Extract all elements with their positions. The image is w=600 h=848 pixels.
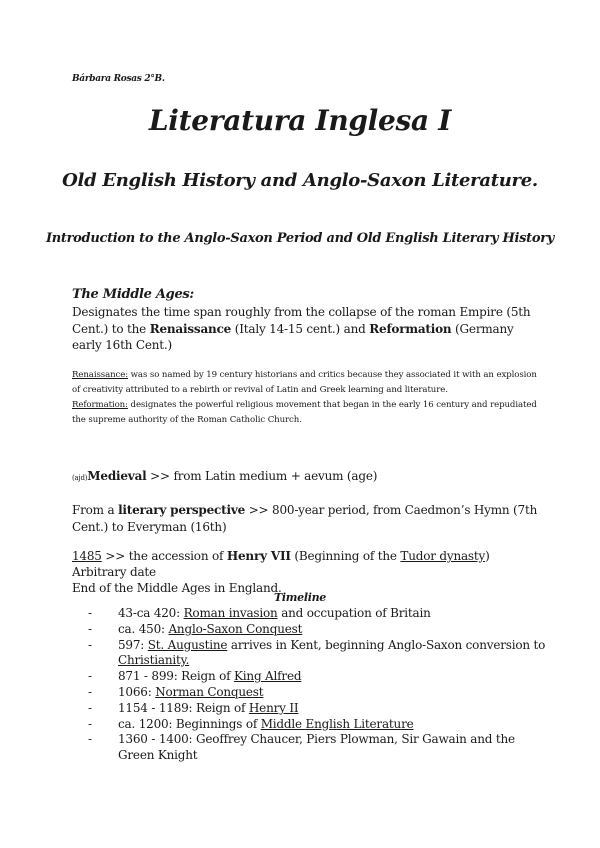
text-segment: and occupation of Britain: [277, 606, 431, 620]
timeline-item-text: [118, 669, 301, 683]
text-segment: designates the powerful religious movement that began in the early 16 century and repudiated the supreme authority of the Roman Catholic Church.: [72, 400, 537, 425]
bullet-dash: -: [88, 637, 92, 652]
timeline-item-text: [118, 717, 414, 731]
text-segment: 1154 - 1189: Reign of: [118, 700, 249, 715]
underlined-term: Reformation:: [72, 400, 128, 410]
underlined-term: King Alfred: [234, 669, 302, 684]
literary-perspective-line: [72, 502, 540, 535]
document-title: Literatura Inglesa I: [148, 104, 452, 137]
text-segment: 43-ca 420:: [118, 606, 184, 620]
reformation-note: [72, 398, 540, 428]
bold-term: Reformation: [369, 321, 452, 336]
text-segment: was so named by 19 century historians and critics because they associated it with an explosion of creativity attributed to a rebirth or revival of Latin and Greek learning and literature.: [72, 370, 537, 395]
timeline-item-text: [118, 638, 545, 668]
text-segment: ca. 450:: [118, 621, 169, 636]
middle-ages-heading: The Middle Ages:: [72, 287, 194, 302]
henry-vii-line: [72, 548, 540, 565]
end-middle-ages-line: End of the Middle Ages in England.: [72, 581, 282, 595]
text-segment: 1360 - 1400: Geoffrey Chaucer, Piers Plowman, Sir Gawain and the Green Knight: [118, 732, 515, 763]
text-segment: (Germany early 16th Cent.): [72, 321, 514, 352]
timeline-heading: Timeline: [274, 591, 326, 604]
underlined-term: Anglo-Saxon Conquest: [168, 621, 303, 636]
renaissance-note: [72, 368, 540, 398]
text-segment: (Italy 14-15 cent.) and: [231, 321, 370, 336]
text-segment: 871 - 899: Reign of: [118, 669, 235, 684]
text-segment: (ajd): [72, 474, 88, 482]
underlined-term: Norman Conquest: [155, 684, 264, 699]
middle-ages-paragraph: [72, 304, 540, 354]
timeline-item: [88, 685, 550, 701]
author-line: Bárbara Rosas 2°B.: [72, 74, 165, 84]
timeline-item: [88, 606, 550, 622]
bullet-dash: -: [88, 700, 92, 715]
text-segment: arrives in Kent, beginning Anglo-Saxon conversion to: [227, 637, 546, 652]
bullet-dash: -: [88, 716, 92, 731]
underlined-term: Tudor dynasty: [400, 549, 486, 563]
text-segment: Designates the time span roughly from the collapse of the roman Empire (5th Cent.) to the: [72, 305, 531, 336]
bold-term: literary perspective: [118, 503, 246, 517]
bold-term: Henry VII: [226, 549, 291, 563]
medieval-line: [72, 468, 540, 487]
bullet-dash: -: [88, 606, 92, 620]
timeline-item: [88, 717, 550, 733]
timeline-item: [88, 638, 550, 670]
timeline-item-text: [118, 606, 431, 620]
text-segment: ca. 1200: Beginnings of: [118, 716, 261, 731]
arbitrary-date-line: Arbitrary date: [72, 565, 156, 579]
timeline-item-text: [118, 685, 263, 699]
text-segment: >> 800-year period, from Caedmon’s Hymn (7th Cent.) to Everyman (16th): [72, 503, 538, 534]
timeline-item: [88, 669, 550, 685]
text-segment: ): [485, 549, 490, 563]
text-segment: From a: [72, 503, 119, 517]
timeline-item-text: [118, 732, 515, 762]
underlined-term: Middle English Literature: [260, 716, 414, 731]
bullet-dash: -: [88, 669, 92, 684]
timeline-item: [88, 701, 550, 717]
text-segment: 597:: [118, 637, 148, 652]
timeline-item: [88, 732, 550, 764]
text-segment: >> from Latin medium + aevum (age): [146, 469, 378, 483]
timeline-item-text: [118, 622, 302, 636]
timeline-item-text: [118, 701, 298, 715]
bullet-dash: -: [88, 684, 92, 699]
text-segment: (Beginning of the: [290, 549, 401, 563]
bullet-dash: -: [88, 621, 92, 636]
underlined-term: Renaissance:: [72, 370, 129, 380]
timeline-list: [88, 606, 550, 764]
underlined-term: 1485: [72, 549, 102, 563]
text-segment: 1066:: [118, 684, 156, 699]
bullet-dash: -: [88, 732, 92, 747]
text-segment: >> the accession of: [101, 549, 227, 563]
underlined-term: St. Augustine: [147, 637, 228, 652]
underlined-term: Christianity.: [118, 653, 190, 668]
underlined-term: Henry II: [248, 700, 299, 715]
timeline-item: [88, 622, 550, 638]
intro-heading: Introduction to the Anglo-Saxon Period and Old English Literary History: [45, 231, 555, 246]
underlined-term: Roman invasion: [183, 606, 278, 620]
document-subtitle: Old English History and Anglo-Saxon Literature.: [62, 170, 538, 191]
bold-term: Medieval: [87, 469, 147, 483]
bold-term: Renaissance: [149, 321, 232, 336]
